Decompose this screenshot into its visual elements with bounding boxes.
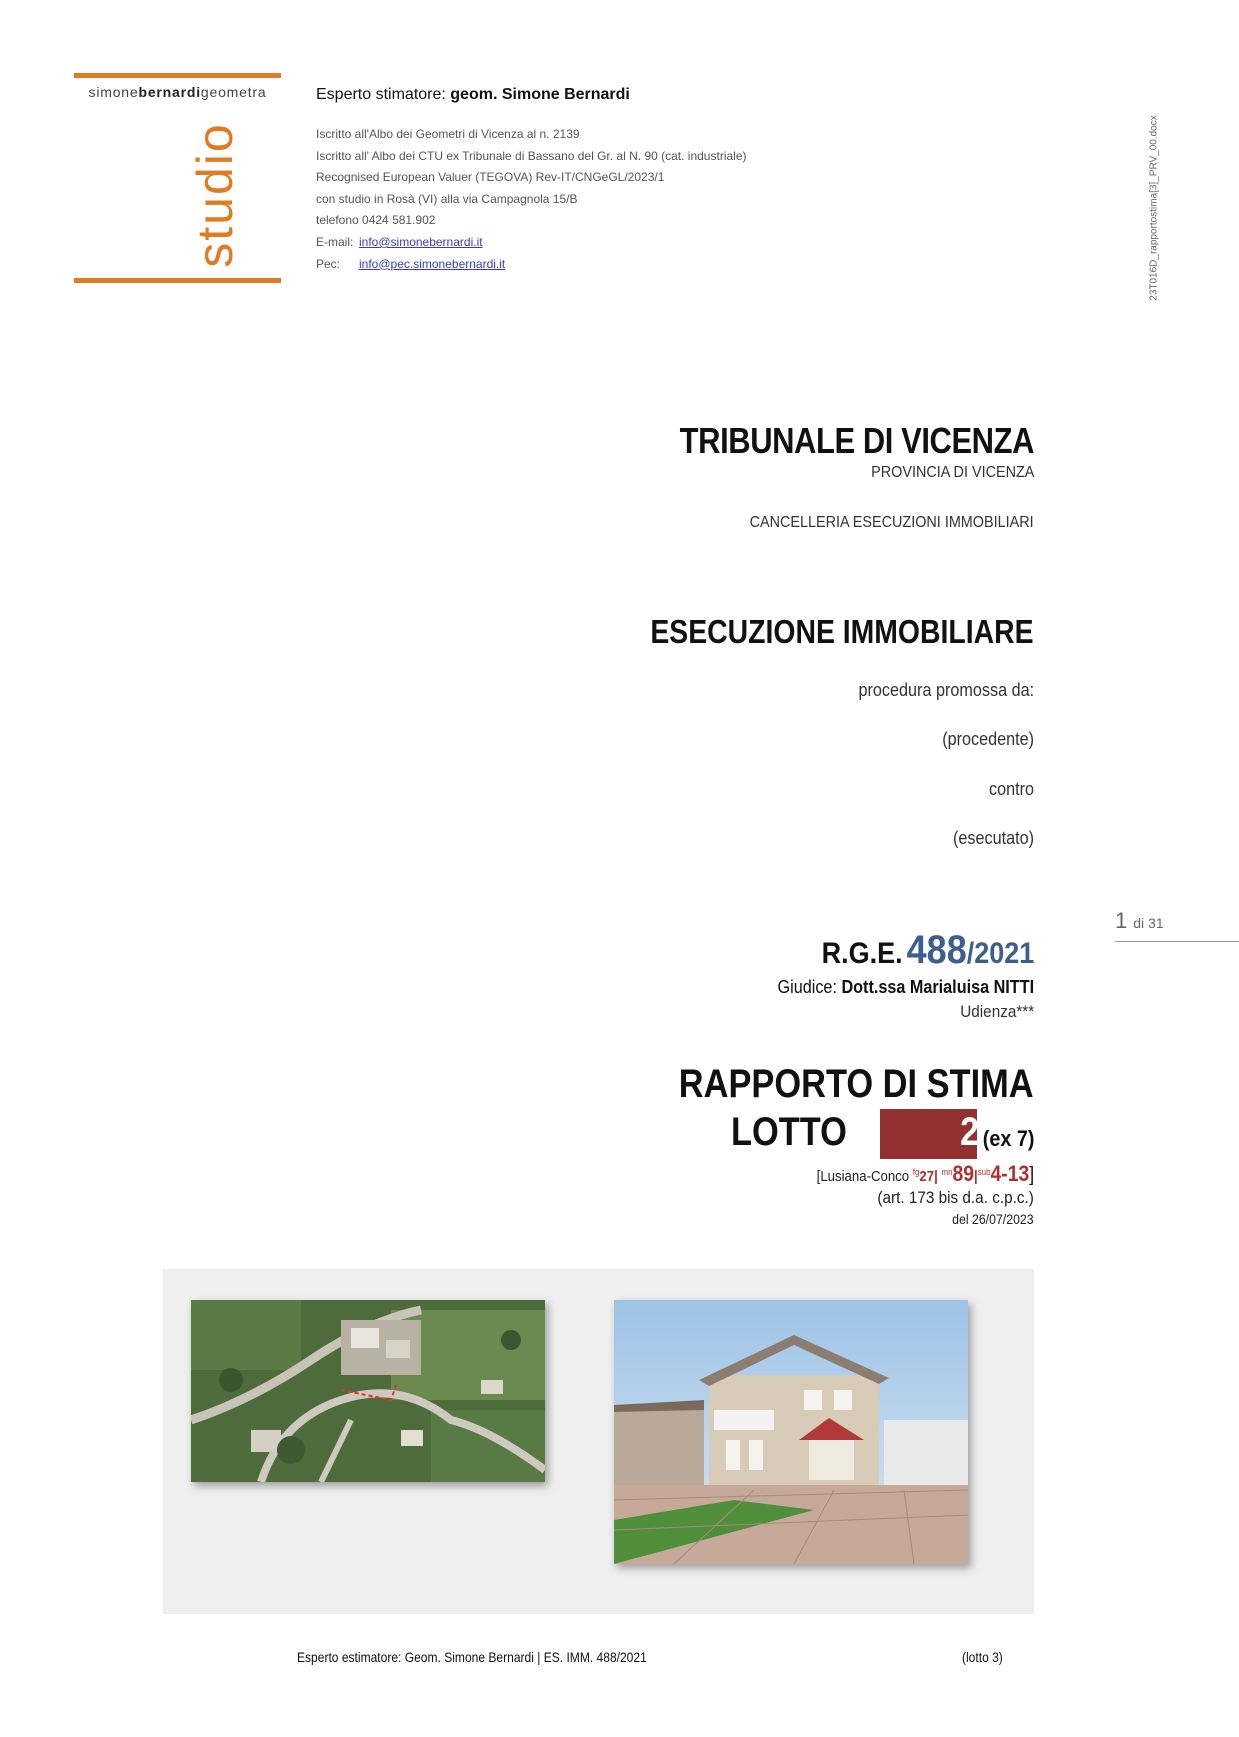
credential-line: telefono 0424 581.902 [316, 213, 436, 228]
footer-text: Esperto estimatore: Geom. Simone Bernardi | ES. IMM. 488/2021 [297, 1649, 647, 1665]
plaintiff: (procedente) [942, 729, 1034, 749]
letterhead-top-rule [74, 73, 281, 78]
credential-line: Iscritto all' Albo dei CTU ex Tribunale di Bassano del Gr. al N. 90 (cat. industriale) [316, 148, 747, 163]
execution-title: ESECUZIONE IMMOBILIARE [650, 613, 1034, 650]
expert-heading: Esperto stimatore: geom. Simone Bernardi [316, 86, 630, 103]
email-link[interactable]: info@simonebernardi.it [359, 234, 483, 249]
report-title: RAPPORTO DI STIMA [679, 1062, 1034, 1106]
pec-link[interactable]: info@pec.simonebernardi.it [359, 256, 506, 271]
court-province: PROVINCIA DI VICENZA [870, 464, 1034, 481]
judge: Giudice: Dott.ssa Marialuisa NITTI [777, 977, 1034, 997]
email-label: E-mail: [316, 234, 354, 249]
lotto-number: 2 [959, 1110, 979, 1154]
house-photo [614, 1300, 968, 1564]
court-office: CANCELLERIA ESECUZIONI IMMOBILIARI [749, 514, 1034, 531]
lotto-ex: (ex 7) [982, 1126, 1034, 1151]
expert-credentials [316, 124, 747, 275]
lotto-label: LOTTO [731, 1110, 847, 1154]
brand-wordmark: simonebernardigeometra [88, 84, 267, 100]
letterhead-bottom-rule [74, 278, 281, 283]
cadastral-reference: [Lusiana-Conco $^{fg}$27| $^{mn}89|^{sub}4-13$] [816, 1161, 1034, 1186]
side-filename: 23T016D_rapportostima[3]_PRV_00.docx [1148, 115, 1160, 301]
page-number: 1 di 31 [1115, 908, 1164, 933]
footer-lot: (lotto 3) [962, 1649, 1003, 1665]
studio-vertical-logo: studio [187, 122, 243, 268]
promoted-by: procedura promossa da: [858, 680, 1034, 700]
court-title: TRIBUNALE DI VICENZA [679, 420, 1034, 461]
report-date: del 26/07/2023 [952, 1211, 1034, 1227]
page-number-rule [1115, 941, 1239, 942]
rge-number: R.G.E. 488/2021 [821, 928, 1034, 972]
credential-line: Iscritto all'Albo dei Geometri di Vicenza al n. 2139 [316, 127, 580, 141]
credential-line: con studio in Rosà (VI) alla via Campagnola 15/B [316, 191, 578, 206]
aerial-photo [191, 1300, 545, 1482]
article-reference: (art. 173 bis d.a. c.p.c.) [877, 1188, 1034, 1207]
credential-line: Recognised European Valuer (TEGOVA) Rev-IT/CNGeGL/2023/1 [316, 170, 665, 185]
defendant: (esecutato) [952, 828, 1034, 848]
against: contro [988, 779, 1034, 799]
pec-label: Pec: [316, 256, 341, 271]
hearing: Udienza*** [959, 1002, 1034, 1021]
